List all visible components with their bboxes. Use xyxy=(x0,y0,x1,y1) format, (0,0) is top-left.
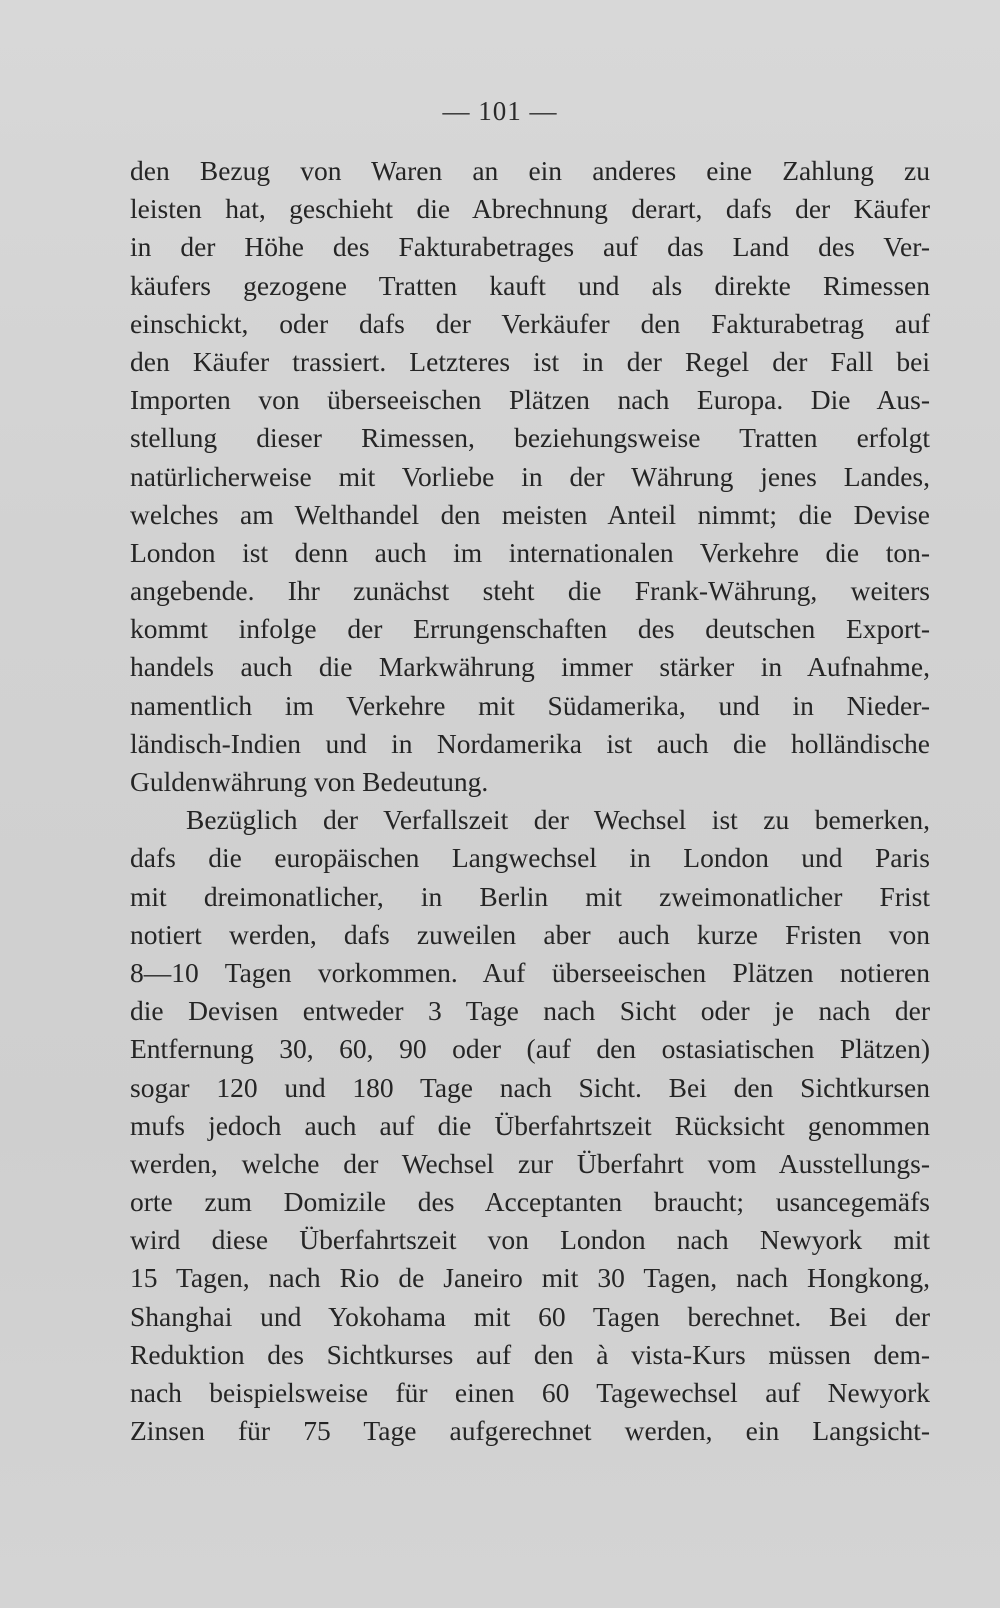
text-line: angebende. Ihr zunächst steht die Frank-Währung, weiters xyxy=(130,575,930,607)
text-line: sogar 120 und 180 Tage nach Sicht. Bei den Sichtkursen xyxy=(130,1071,930,1103)
text-line: notiert werden, dafs zuweilen aber auch kurze Fristen von xyxy=(130,918,930,950)
page-number: — 101 — xyxy=(442,96,558,126)
text-line: welches am Welthandel den meisten Anteil nimmt; die Devise xyxy=(130,498,930,530)
text-line: Entfernung 30, 60, 90 oder (auf den ostasiatischen Plätzen) xyxy=(130,1033,930,1065)
paragraph-2 xyxy=(130,801,930,1450)
text-line: den Bezug von Waren an ein anderes eine Zahlung zu xyxy=(130,155,930,186)
text-line: ländisch-Indien und in Nordamerika ist auch die holländische xyxy=(130,727,930,759)
text-line: orte zum Domizile des Acceptanten braucht; usancegemäfs xyxy=(130,1186,930,1218)
text-line: kommt infolge der Errungenschaften des deutschen Export- xyxy=(130,613,930,645)
text-line: Importen von überseeischen Plätzen nach Europa. Die Aus- xyxy=(130,384,930,416)
text-line: werden, welche der Wechsel zur Überfahrt vom Ausstellungs- xyxy=(130,1147,930,1179)
text-line: 8—10 Tagen vorkommen. Auf überseeischen Plätzen notieren xyxy=(130,956,930,988)
text-line: leisten hat, geschieht die Abrechnung derart, dafs der Käufer xyxy=(130,193,930,225)
text-line: dafs die europäischen Langwechsel in London und Paris xyxy=(130,842,930,874)
text-line: Bezüglich der Verfallszeit der Wechsel ist zu bemerken, xyxy=(186,804,930,836)
body-text xyxy=(130,152,930,1450)
text-line: mufs jedoch auch auf die Überfahrtszeit Rücksicht genommen xyxy=(130,1109,930,1141)
text-line: einschickt, oder dafs der Verkäufer den Fakturabetrag auf xyxy=(130,307,930,339)
text-line: den Käufer trassiert. Letzteres ist in der Regel der Fall bei xyxy=(130,345,930,377)
text-line: in der Höhe des Fakturabetrages auf das Land des Ver- xyxy=(130,231,930,263)
text-line: nach beispielsweise für einen 60 Tagewechsel auf Newyork xyxy=(130,1377,930,1408)
text-line: natürlicherweise mit Vorliebe in der Währung jenes Landes, xyxy=(130,460,930,492)
text-line: Reduktion des Sichtkurses auf den à vista-Kurs müssen dem- xyxy=(130,1338,930,1370)
text-line: mit dreimonatlicher, in Berlin mit zweimonatlicher Frist xyxy=(130,880,930,912)
text-line: London ist denn auch im internationalen Verkehre die ton- xyxy=(130,536,930,568)
text-line: stellung dieser Rimessen, beziehungsweise Tratten erfolgt xyxy=(130,422,930,454)
text-line: 15 Tagen, nach Rio de Janeiro mit 30 Tagen, nach Hongkong, xyxy=(130,1262,930,1294)
text-line: Zinsen für 75 Tage aufgerechnet werden, ein Langsicht- xyxy=(130,1415,930,1447)
text-line: Guldenwährung von Bedeutung. xyxy=(130,766,489,797)
text-line: käufers gezogene Tratten kauft und als direkte Rimessen xyxy=(130,269,930,301)
paragraph-1 xyxy=(130,152,930,801)
text-line: wird diese Überfahrtszeit von London nach Newyork mit xyxy=(130,1224,930,1256)
text-line: handels auch die Markwährung immer stärker in Aufnahme, xyxy=(130,651,930,683)
text-line: Shanghai und Yokohama mit 60 Tagen berechnet. Bei der xyxy=(130,1300,930,1332)
text-line: die Devisen entweder 3 Tage nach Sicht oder je nach der xyxy=(130,995,930,1027)
text-line: namentlich im Verkehre mit Südamerika, und in Nieder- xyxy=(130,689,930,721)
